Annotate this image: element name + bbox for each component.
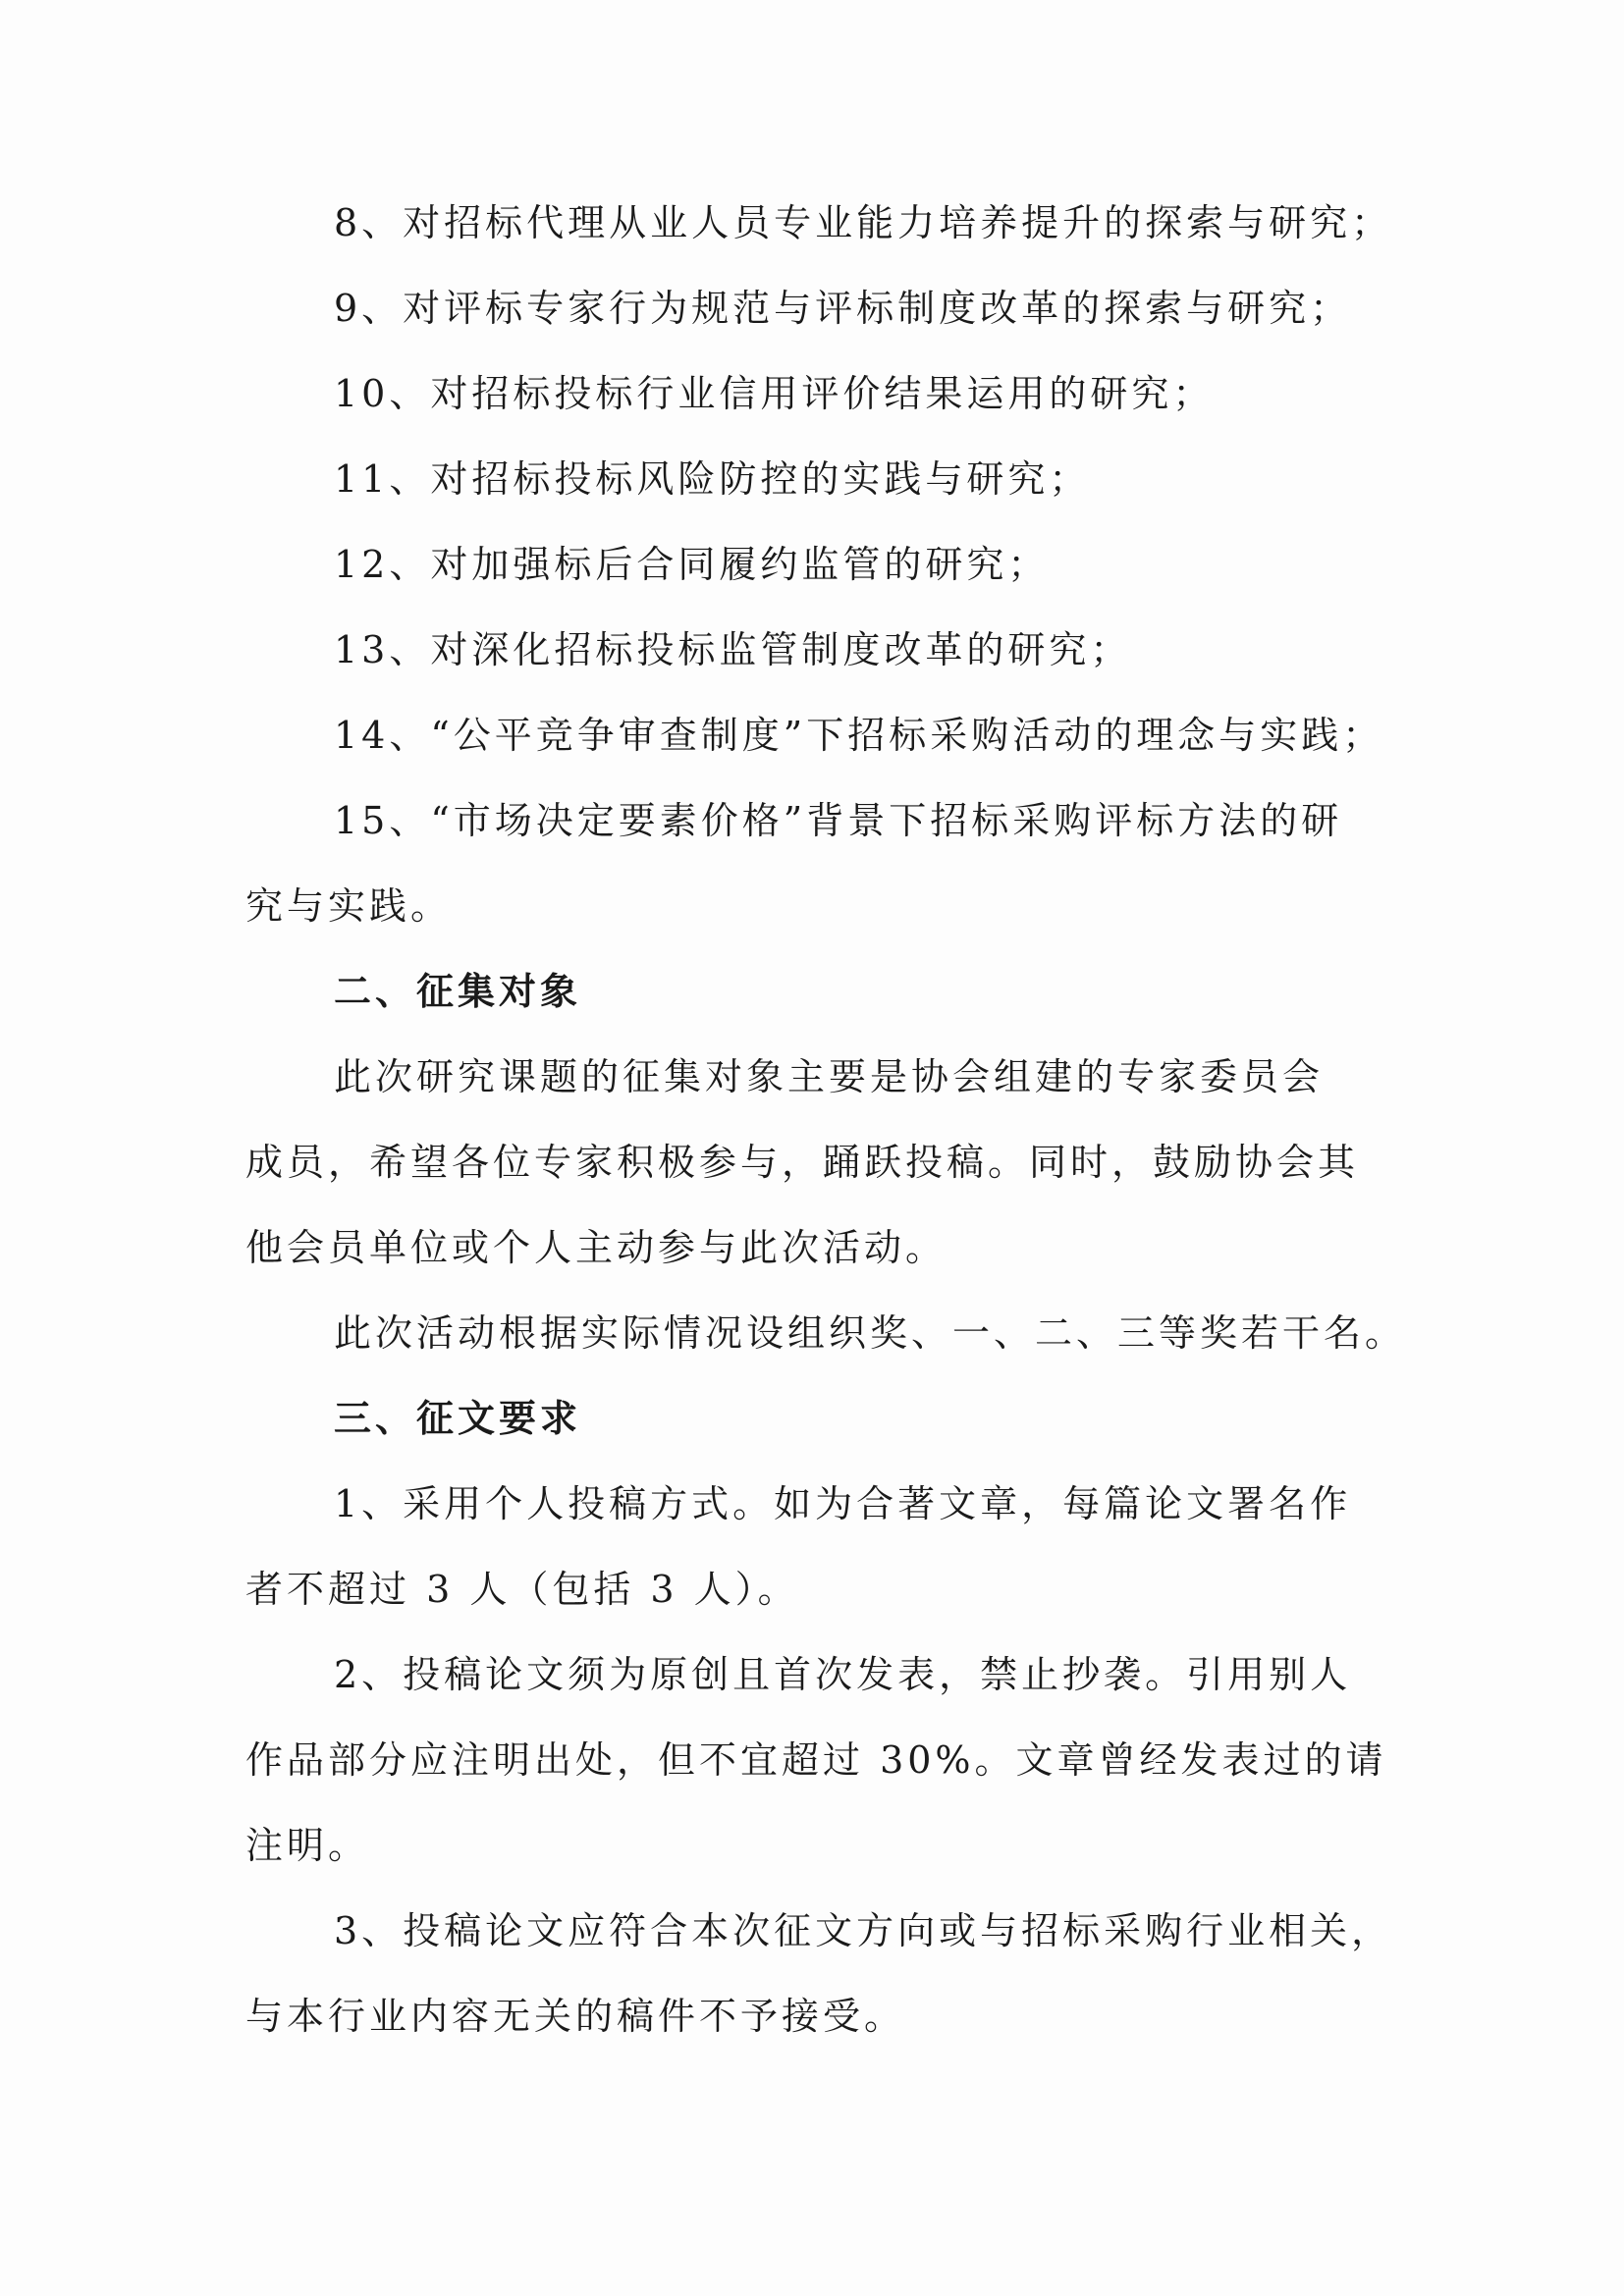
list-item-11: 11、对招标投标风险防控的实践与研究；: [334, 457, 1091, 501]
list-item-15-line-2: 究与实践。: [245, 884, 453, 928]
list-item-10: 10、对招标投标行业信用评价结果运用的研究；: [334, 372, 1215, 415]
section-heading-2: 二、征集对象: [334, 970, 582, 1013]
list-item-14: 14、“公平竞争审查制度”下招标采购活动的理念与实践；: [334, 714, 1384, 757]
requirement-3-line-1: 3、投稿论文应符合本次征文方向或与招标采购行业相关，: [334, 1909, 1393, 1952]
requirement-2-line-2: 作品部分应注明出处，但不宜超过 30%。文章曾经发表过的请: [245, 1738, 1387, 1782]
document-body: [245, 201, 1414, 2080]
award-paragraph: 此次活动根据实际情况设组织奖、一、二、三等奖若干名。: [334, 1311, 1407, 1355]
list-item-15-line-1: 15、“市场决定要素价格”背景下招标采购评标方法的研: [334, 799, 1343, 842]
requirement-1-line-1: 1、采用个人投稿方式。如为合著文章，每篇论文署名作: [334, 1482, 1352, 1525]
target-paragraph-line-1: 此次研究课题的征集对象主要是协会组建的专家委员会: [334, 1055, 1325, 1098]
target-paragraph-line-2: 成员，希望各位专家积极参与，踊跃投稿。同时，鼓励协会其: [245, 1141, 1360, 1184]
list-item-13: 13、对深化招标投标监管制度改革的研究；: [334, 628, 1132, 671]
requirement-2-line-1: 2、投稿论文须为原创且首次发表，禁止抄袭。引用别人: [334, 1653, 1352, 1696]
target-paragraph-line-3: 他会员单位或个人主动参与此次活动。: [245, 1226, 947, 1269]
list-item-12: 12、对加强标后合同履约监管的研究；: [334, 543, 1050, 586]
requirement-2-line-3: 注明。: [245, 1824, 370, 1867]
list-item-9: 9、对评标专家行为规范与评标制度改革的探索与研究；: [334, 287, 1352, 330]
requirement-1-line-2: 者不超过 3 人（包括 3 人）。: [245, 1568, 799, 1611]
list-item-8: 8、对招标代理从业人员专业能力培养提升的探索与研究；: [334, 201, 1393, 244]
requirement-3-line-2: 与本行业内容无关的稿件不予接受。: [245, 1995, 906, 2038]
section-heading-3: 三、征文要求: [334, 1397, 582, 1440]
